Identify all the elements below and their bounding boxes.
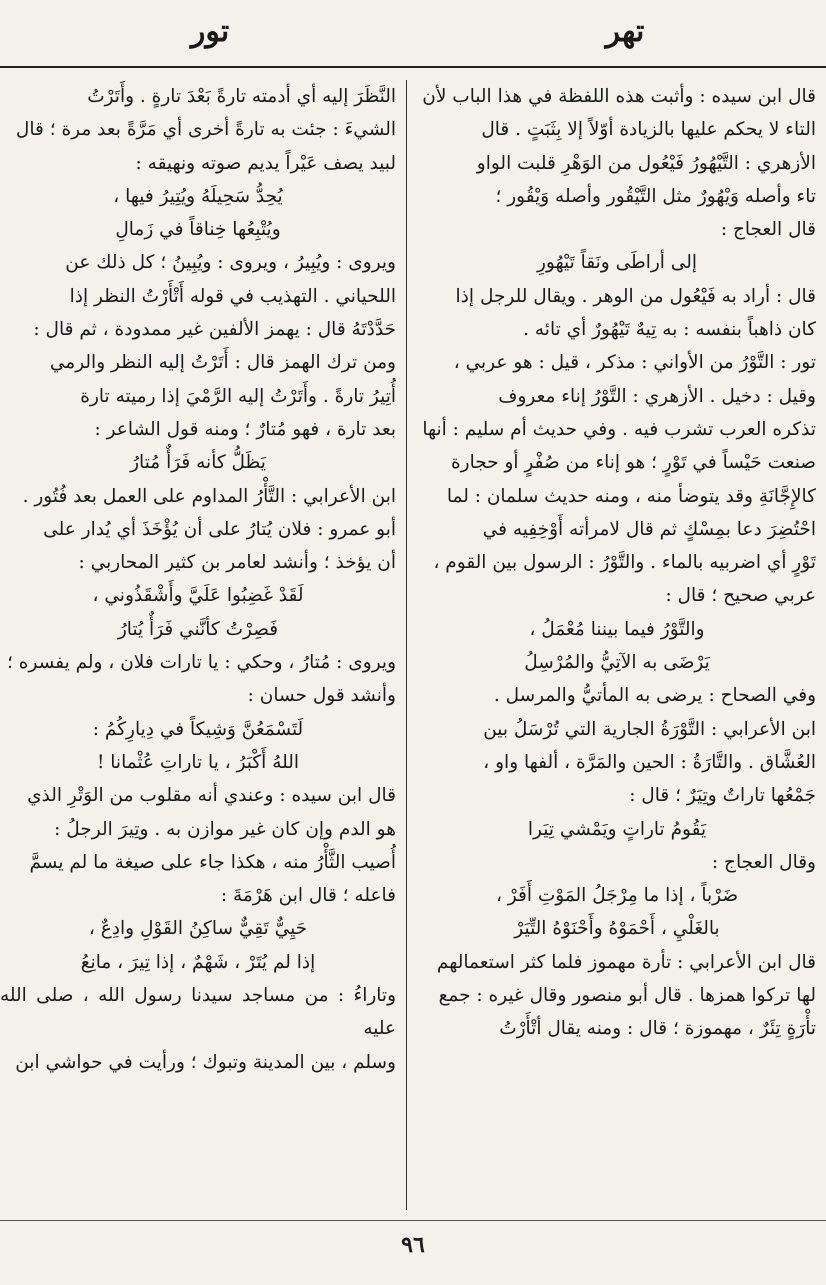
text-line: قال العجاج : bbox=[720, 219, 816, 241]
text-line: وقيل : دخيل . الأزهري : التَّوْرُ إناء معروف bbox=[498, 385, 816, 407]
verse-line: يَقُومُ تاراتٍ ويَمْشي تِيَرا bbox=[527, 818, 707, 840]
verse-line: يَظَلُّ كأنه فَرَأٌ مُتارُ bbox=[130, 452, 266, 474]
text-line: قال ابن الأعرابي : تأرة مهموز فلما كثر استعمالهم bbox=[436, 951, 816, 973]
verse-line: ويُتْبِعُها خِناقاً في زَمالِ bbox=[115, 219, 281, 241]
left-column bbox=[0, 80, 396, 1215]
text-line: أُصيب الثَّأْرُ منه ، هكذا جاء على صيغة ما لم يسمَّ bbox=[29, 851, 396, 873]
text-line: تور : التَّوْرُ من الأواني : مذكر ، قيل : هو عربي ، bbox=[453, 352, 816, 374]
verse-line: إذا لم يُتَرْ ، شَهْمٌ ، إذا تِيرَ ، مانِعُ bbox=[80, 951, 316, 973]
verse-line: والتَّوْرُ فيما بيننا مُعْمَلُ ، bbox=[529, 618, 705, 640]
verse-line: فَصِرْتُ كأنَّني فَرَأٌ يُتارُ bbox=[117, 618, 279, 640]
text-line: التاء لا يحكم عليها بالزيادة أوّلاً إلا بِثَبَتٍ . قال bbox=[481, 119, 816, 141]
text-line: اللحياني . التهذيب في قوله أَتْأَرْتُ النظر إذا bbox=[69, 285, 396, 307]
verse-line: حَيِيٌّ تَقِيٌّ ساكِنُ القَوْلِ وادِعٌ ، bbox=[88, 918, 308, 940]
text-line: ابن الأعرابي : التَّأْرُ المداوم على العمل بعد فُتُور . bbox=[22, 485, 396, 507]
text-line: فاعله ؛ قال ابن هَرْمَةَ : bbox=[220, 885, 396, 907]
text-line: هو الدم وإن كان غير موازن به . وتِيرَ الرجلُ : bbox=[54, 818, 396, 840]
text-line: جَمْعُها تاراتٌ وتِيَرٌ ؛ قال : bbox=[629, 785, 816, 807]
text-line: تَوْرٍ أي اضربيه بالماء . والتَّوْرُ : الرسول بين القوم ، bbox=[433, 552, 816, 574]
text-line: وقال العجاج : bbox=[711, 851, 816, 873]
text-line: تأْرَةٍ تِئَرٌ ، مهموزة ؛ قال : ومنه يقال أتْأَرْتُ bbox=[499, 1018, 816, 1040]
text-line: قال ابن سيده : وأثبت هذه اللفظة في هذا الباب لأن bbox=[422, 86, 816, 107]
text-line: كان ذاهباً بنفسه : به تِيهٌ تَيْهُورٌ أي تائه . bbox=[523, 319, 816, 341]
text-line: وتاراءُ : من مساجد سيدنا رسول الله ، صلى الله عليه bbox=[0, 985, 396, 1040]
text-line: ويروى : ويُبِيرُ ، ويروى : ويُبِينُ ؛ كل ذلك عن bbox=[65, 252, 396, 274]
verse-line: اللهُ أَكْبَرُ ، يا تاراتِ عُثْمانا ! bbox=[96, 751, 300, 773]
text-line: تذكره العرب تشرب فيه . وفي حديث أم سليم : أنها bbox=[422, 418, 816, 440]
page-number: ٩٦ bbox=[401, 1232, 425, 1258]
verse-line: لَقَدْ غَضِبُوا عَلَيَّ وأَشْقَذُوني ، bbox=[92, 585, 304, 607]
text-line: النَّظَرَ إليه أي أدمته تارةً بَعْدَ تارةٍ . وأَتَرْتُ bbox=[87, 86, 396, 107]
header-rule bbox=[0, 66, 826, 68]
text-line: ويروى : مُتارُ ، وحكي : يا تارات فلان ، ولم يفسره ؛ bbox=[7, 652, 396, 674]
verse-line: إلى أراطَى ونَقاً تَيْهُورِ bbox=[536, 252, 698, 274]
left-header-word: تور bbox=[190, 14, 230, 49]
right-column bbox=[418, 80, 816, 1215]
text-line: أن يؤخذ ؛ وأنشد لعامر بن كثير المحاربي : bbox=[78, 552, 396, 574]
verse-line: بالغَلْيِ ، أَحْمَوْهُ وأَحْنَوْهُ التِّيَرْ bbox=[514, 918, 720, 940]
text-line: الشيءَ : جئت به تارةً أخرى أي مَرَّةً بعد مرة ؛ قال bbox=[15, 119, 396, 141]
text-line: قال ابن سيده : وعندي أنه مقلوب من الوَتْرِ الذي bbox=[27, 785, 396, 807]
verse-line: ضَرْباً ، إذا ما مِرْجَلُ المَوْتِ أَفَرْ ، bbox=[495, 885, 739, 907]
right-header-word: تهر bbox=[605, 14, 645, 49]
text-line: تاء وأصله وَيْهُورٌ مثل التَّيْقُور وأصله وَيْقُور ؛ bbox=[495, 185, 816, 207]
text-line: وأنشد قول حسان : bbox=[247, 685, 396, 707]
text-line: وسلم ، بين المدينة وتبوك ؛ ورأيت في حواشي ابن bbox=[15, 1051, 396, 1073]
text-line: احْتُضِرَ دعا بمِسْكٍ ثم قال لامرأته أَوْخِفِيه في bbox=[482, 518, 816, 540]
text-line: ومن ترك الهمز قال : أَتَرْتُ إليه النظر والرمي bbox=[49, 352, 396, 374]
text-line: العُشَّاق . والتَّارَةُ : الحين والمَرَّة ، ألفها واو ، bbox=[483, 751, 816, 773]
text-line: لها تركوا همزها . قال أبو منصور وقال غيره : جمع bbox=[438, 985, 816, 1007]
verse-line: يُحِدُّ سَحِيلَهُ ويُتِيرُ فيها ، bbox=[113, 185, 283, 207]
text-line: أُتِيرُ تارةً . وأَتَرْتُ إليه الرَّمْيَ إذا رميته تارة bbox=[80, 385, 396, 407]
text-line: كالإِجَّانَةِ وقد يتوضأ منه ، ومنه حديث سلمان : لما bbox=[446, 485, 816, 507]
text-line: الأزهري : التَّيْهُورُ فَيْعُول من الوَهْرِ قلبت الواو bbox=[476, 152, 816, 174]
verse-line: لَتَسْمَعُنَّ وَشِيكاً في دِيارِكُمُ : bbox=[92, 718, 304, 740]
text-line: أبو عمرو : فلان يُتارُ على أن يُؤْخَذَ أي يُدار على bbox=[43, 518, 396, 540]
text-line: لبيد يصف عَيْراً يديم صوته ونهيقه : bbox=[135, 152, 396, 174]
text-line: حَدَّدْتَهُ قال : يهمز الألفين غير ممدودة ، ثم قال : bbox=[33, 319, 396, 341]
footer-rule bbox=[0, 1220, 826, 1221]
verse-line: يَرْضَى به الآتِيُّ والمُرْسِلُ bbox=[524, 652, 710, 674]
text-line: صنعت حَيْساً في تَوْرٍ ؛ هو إناء من صُفْرٍ أو حجارة bbox=[450, 452, 816, 474]
text-line: قال : أراد به فَيْعُول من الوهر . ويقال للرجل إذا bbox=[455, 285, 816, 307]
text-line: بعد تارة ، فهو مُتارٌ ؛ ومنه قول الشاعر : bbox=[94, 418, 396, 440]
text-line: ابن الأعرابي : التَّوْرَةُ الجارية التي تُرْسَلُ بين bbox=[483, 718, 816, 740]
text-line: وفي الصحاح : يرضى به المأتيُّ والمرسل . bbox=[493, 685, 816, 707]
column-divider bbox=[406, 80, 407, 1210]
text-line: عربي صحيح ؛ قال : bbox=[665, 585, 816, 607]
